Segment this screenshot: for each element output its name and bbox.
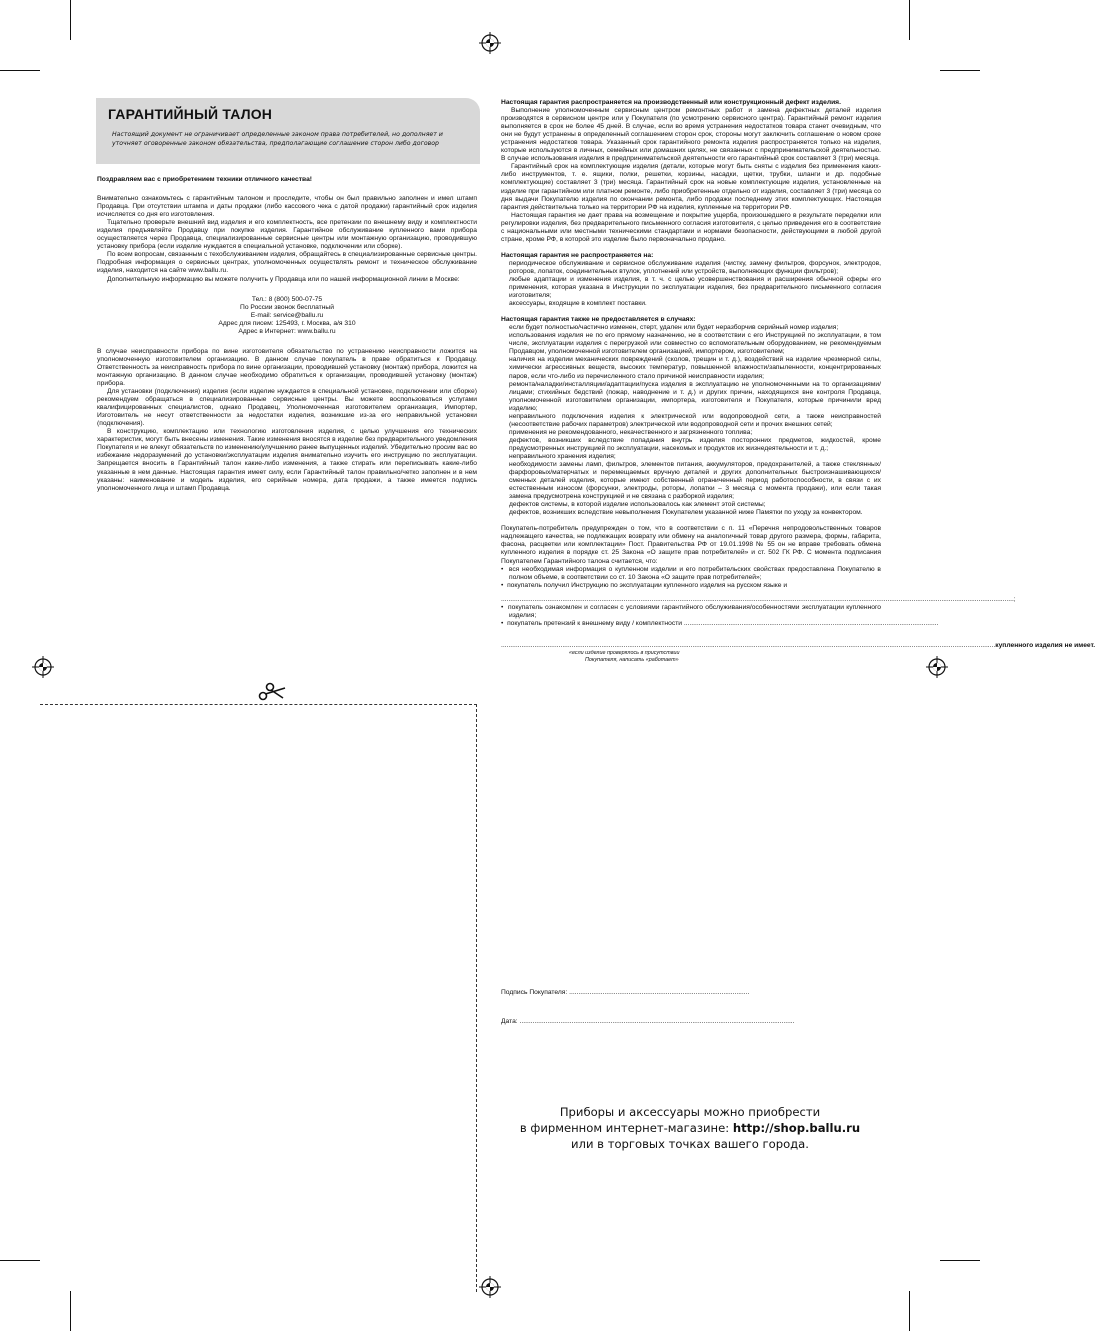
signature-label: Подпись Покупателя: <box>501 989 568 996</box>
list-item: неправильного хранения изделия; <box>509 452 616 460</box>
title-subtitle: Настоящий документ не ограничивает определенные законом права потребителей, но дополняет и уточняет оговоренные законом обязательства, предполагающие соглашение сторон либо договор <box>112 131 443 147</box>
crop-mark <box>940 1260 980 1261</box>
scissors-icon <box>257 682 287 702</box>
list-item: использования изделия не по его прямому назначению, не в соответствии с его Инструкцией по эксплуатации, в том числе, эксплуатации изделия с перегрузкой или совместно со вспомогательным оборудованием, не рекомендуемым Продавцом, уполномоченной изготовителем организацией, импортером, изготовителем; <box>509 332 881 356</box>
condition-line <box>501 641 1095 650</box>
footnote: Покупателя, написать «работает» <box>585 656 679 663</box>
left-column <box>97 176 477 493</box>
crop-mark <box>940 70 980 71</box>
cut-line <box>476 704 477 1292</box>
shop-line <box>500 1120 880 1136</box>
list-item: периодическое обслуживание и сервисное обслуживание изделия (чистку, замену фильтров, форсунок, электродов, роторов, лопаток, соединительных втулок, уплотнений или устройств, выполняющих функции фильтров); <box>509 259 881 275</box>
paragraph: В конструкцию, комплектацию или технологию изготовления изделия, с целью улучшения его технических характеристик, могут быть внесены изменения. Такие изменения вносятся в изделие без предварительного уведомления Покупателя и не влекут обязательств по изменению/улучшению ранее выпущенных изделий. Убедительно просим вас во избежание недоразумений до установки/эксплуатации изделия внимательно изучить его инструкцию по эксплуатации. Запрещается вносить в Гарантийный талон какие-либо изменения, а также стирать или переписывать какие-либо указанные в нем данные. Настоящая гарантия имеет силу, если Гарантийный талон правильно/четко заполнен и в нем указаны: наименование и модель изделия, его серийные номера, дата продажи, а также имеется подпись уполномоченного лица и штамп Продавца. <box>97 428 477 492</box>
bullet-item: • покупатель получил Инструкцию по эксплуатации купленного изделия на русском языке и <box>501 581 788 589</box>
paragraph: В случае неисправности прибора по вине изготовителя обязательство по устранению неисправности ложится на уполномоченную изготовителем организацию. В данном случае покупатель в праве обратиться к Продавцу. Ответственность за неисправность прибора по вине организации, проводившей установку (монтаж) прибора, ложится на монтажную организацию. В данном случае необходимо обратиться к организации, проводившей установку (монтаж) прибора. <box>97 347 477 387</box>
list-item: аксессуары, входящие в комплект поставки. <box>509 300 647 308</box>
paragraph: Гарантийный срок на комплектующие изделия (детали, которые могут быть сняты с изделия без применения каких-либо инструментов, т. е. ящики, полки, решетки, корзины, насадки, щетки, трубки, шланги и др. подобные комплектующие) составляет 3 (три) месяца. Гарантийный срок на новые комплектующие изделия, установленные на изделие при гарантийном или платном ремонте, либо приобретенные отдельно от изделия, составляет 3 (три) месяца со дня выдачи Покупателю изделия по окончании ремонта, либо продажи последнему этих комплектующих. Настоящая гарантия действительна только на территории РФ на изделия, купленные на территории РФ. <box>501 163 881 211</box>
right-column <box>501 99 1095 664</box>
list-item: неправильного подключения изделия к электрической или водопроводной сети, а также неисправностей (несоответствие рабочих параметров) электрической или водопроводной сети и прочих внешних сетей; <box>509 412 881 428</box>
paragraph: Выполнение уполномоченным сервисным центром ремонтных работ и замена дефектных деталей изделия производятся в сервисном центре или у Покупателя (по усмотрению сервисного центра). Гарантийный ремонт изделия выполняется в срок не более 45 дней. В случае, если во время устранения недостатков товара станет очевидным, что они не будут устранены в определенный соглашением сторон срок, стороны могут заключить соглашение о новом сроке устранения недостатков товара. Указанный срок гарантийного ремонта изделия распространяется только на изделия, которые используются в личных, семейных или домашних целях, не связанных с предпринимательской деятельностью. В случае использования изделия в предпринимательской деятельности его гарантийный срок составляет 3 (три) месяца. <box>501 107 881 163</box>
date-field[interactable]: .................................................................................................................................................... <box>519 1018 795 1025</box>
registration-mark-icon <box>926 656 948 678</box>
list-item: дефектов, возникших вследствие невыполнения Покупателем указанной ниже Памятки по уходу за конвектором. <box>509 509 863 517</box>
date-row <box>501 1018 801 1026</box>
fill-line[interactable]: .......................................................................................................................................................................................................................................................................... <box>501 641 996 649</box>
list-item: если будет полностью/частично изменен, стерт, удален или будет неразборчив серийный номер изделия; <box>509 324 839 332</box>
paragraph: По всем вопросам, связанным с техобслуживанием изделия, обращайтесь в специализированные сервисные центры. Подробная информация о сервисных центрах, уполномоченных осуществлять ремонт и техническое обслуживание изделия, находится на сайте www.ballu.ru. <box>97 251 477 275</box>
crop-mark <box>0 70 40 71</box>
paragraph: Для установки (подключения) изделия (если изделие нуждается в специальной установке, подключении или сборке) рекомендуем обращаться в специализированные сервисные центры. Вы можете воспользоваться услугами квалифицированных специалистов, однако Продавец, Уполномоченная изготовителем организация, Импортер, Изготовитель не несут ответственности за недостатки изделия, возникшие из-за его неправильной установки (подключения). <box>97 388 477 428</box>
bullet-text: покупатель претензий к внешнему виду / комплектности <box>507 619 682 627</box>
intro: Настоящая гарантия распространяется на производственный или конструкционный дефект изделия. <box>501 99 841 106</box>
crop-mark <box>909 0 910 40</box>
signature-row <box>501 989 801 997</box>
paragraph: Внимательно ознакомьтесь с гарантийным талоном и проследите, чтобы он был правильно заполнен и имел штамп Продавца. При отсутствии штампа и даты продажи (либо кассового чека с датой продажи) гарантийный срок изделия исчисляется со дня его изготовления. <box>97 195 477 219</box>
list-item: наличия на изделии механических повреждений (сколов, трещин и т. д.), воздействий на изделие чрезмерной силы, химически агрессивных веществ, высоких температур, повышенной влажности/запыленности, концентрированных паров, если что-либо из перечисленного стало причиной неисправности изделия; <box>509 356 881 380</box>
signature-field[interactable]: ................................................................................................. <box>569 989 750 996</box>
paragraph: Дополнительную информацию вы можете получить у Продавца или по нашей информационной линии в Москве: <box>107 275 460 283</box>
list-item: любые адаптации и изменения изделия, в т. ч. с целью усовершенствования и расширения обычной сферы его применения, которая указана в Инструкции по эксплуатации изделия, без предварительного письменного согласия изготовителя; <box>509 275 881 300</box>
contact-web: Адрес в Интернет: www.ballu.ru <box>238 327 336 335</box>
list-item: ремонта/наладки/инсталляции/адаптации/пуска изделия в эксплуатацию не уполномоченными на то организациями/лицами; стихийных бедствий (пожар, наводнение и т. д.) и других причин, находящихся вне контроля Продавца, уполномоченной изготовителем организации, импортера, изготовителя и Покупателя, которые причинили вред изделию; <box>509 380 881 412</box>
bullet-text: покупатель ознакомлен и согласен с условиями гарантийного обслуживания/особенностями эксплуатации купленного изделия; <box>507 603 881 619</box>
section-heading: Настоящая гарантия не распространяется на: <box>501 251 654 259</box>
registration-mark-icon <box>479 1276 501 1298</box>
shop-line: или в торговых точках вашего города. <box>571 1137 809 1151</box>
crop-mark <box>70 1291 71 1331</box>
fill-line[interactable]: ....................................................................................................................................................................................................................................................................................; <box>501 595 1016 603</box>
contact-address: Адрес для писем: 125493, г. Москва, а/я 310 <box>218 319 356 327</box>
bullet-text: покупатель получил Инструкцию по эксплуатации купленного изделия на русском языке и <box>507 581 788 589</box>
crop-mark <box>0 1260 40 1261</box>
bullet-item: • вся необходимая информация о купленном изделии и его потребительских свойствах предоставлена Покупателю в полном объеме, в соответствии со ст. 10 Закона «О защите прав потребителей»; <box>501 565 881 581</box>
date-label: Дата: <box>501 1018 518 1025</box>
greeting: Поздравляем вас с приобретением техники отличного качества! <box>97 176 313 183</box>
shop-info <box>500 1104 880 1152</box>
cut-line <box>40 704 477 705</box>
list-item: дефектов системы, в которой изделие использовалось как элемент этой системы; <box>509 501 766 509</box>
crop-mark <box>70 0 71 40</box>
crop-mark <box>909 1291 910 1331</box>
paragraph: Настоящая гарантия не дает права на возмещение и покрытие ущерба, произошедшего в результате переделки или регулировки изделия, без предварительного письменного согласия изготовителя, с целью приведения его в соответствие с национальными или местными техническими стандартами и нормами безопасности, действующими в любой другой стране, кроме РФ, в которой это изделие было первоначально продано. <box>501 211 881 243</box>
shop-link[interactable]: http://shop.ballu.ru <box>732 1121 861 1135</box>
list-item: применения не рекомендованного, некачественного и загрязненного топлива; <box>509 428 753 436</box>
section-heading: Настоящая гарантия также не предоставляется в случаях: <box>501 316 696 324</box>
page-title: ГАРАНТИЙНЫЙ ТАЛОН <box>108 106 273 122</box>
contact-email: E-mail: service@ballu.ru <box>250 311 324 319</box>
bullet-item: • покупатель претензий к внешнему виду / комплектности ......................................................................................................................................... <box>501 619 939 627</box>
registration-mark-icon <box>479 32 501 54</box>
bullet-text: вся необходимая информация о купленном изделии и его потребительских свойствах предоставлена Покупателю в полном объеме, в соответствии со ст. 10 Закона «О защите прав потребителей»; <box>508 565 881 581</box>
fill-line[interactable]: ......................................................................................................................................... <box>683 619 939 627</box>
condition-text: купленного изделия не имеет. <box>995 641 1095 649</box>
paragraph: Покупатель-потребитель предупрежден о том, что в соответствии с п. 11 «Перечня непродовольственных товаров надлежащего качества, не подлежащих возврату или обмену на аналогичный товар другого размера, формы, габарита, фасона, расцветки или комплектации» Пост. Правительства РФ от 19.01.1998 № 55 он не вправе требовать обмена купленного изделия в порядке ст. 25 Закона «О защите прав потребителей» и ст. 502 ГК РФ. С момента подписания Покупателем Гарантийного талона считается, что: <box>501 525 881 565</box>
registration-mark-icon <box>32 656 54 678</box>
list-item: дефектов, возникших вследствие попадания внутрь изделия посторонних предметов, жидкостей, кроме предусмотренных инструкцией по эксплуатации, насекомых и продуктов их жизнедеятельности и т. д.; <box>509 436 881 452</box>
footnote: «если изделие проверялось в присутствии <box>569 649 680 656</box>
paragraph: Тщательно проверьте внешний вид изделия и его комплектность, все претензии по внешнему виду и комплектности изделия предъявляйте Продавцу при покупке изделия. Гарантийное обслуживание купленного вами прибора осуществляется через Продавца, специализированные сервисные центры или монтажную организацию, проводившую установку прибора (если изделие нуждается в специальной установке, подключении или сборке). <box>97 219 477 251</box>
list-item: необходимости замены ламп, фильтров, элементов питания, аккумуляторов, предохранителей, а также стеклянных/фарфоровых/матерчатых и перемещаемых вручную деталей и других дополнительных быстроизнашивающихся/сменных деталей изделия, которые имеют собственный ограниченный период работоспособности, в связи с их естественным износом (форсунки, электроды, роторы, лопатки – 3 месяца с момента продажи), или если такая замена предусмотрена конструкцией и не связана с разборкой изделия; <box>509 461 881 501</box>
contact-phone: Тел.: 8 (800) 500-07-75 <box>251 295 323 303</box>
bullet-item: • покупатель ознакомлен и согласен с условиями гарантийного обслуживания/особенностями эксплуатации купленного изделия; <box>501 603 881 619</box>
shop-text: в фирменном интернет-магазине: <box>519 1121 733 1135</box>
shop-line: Приборы и аксессуары можно приобрести <box>559 1105 821 1119</box>
contact-free: По России звонок бесплатный <box>240 303 334 311</box>
